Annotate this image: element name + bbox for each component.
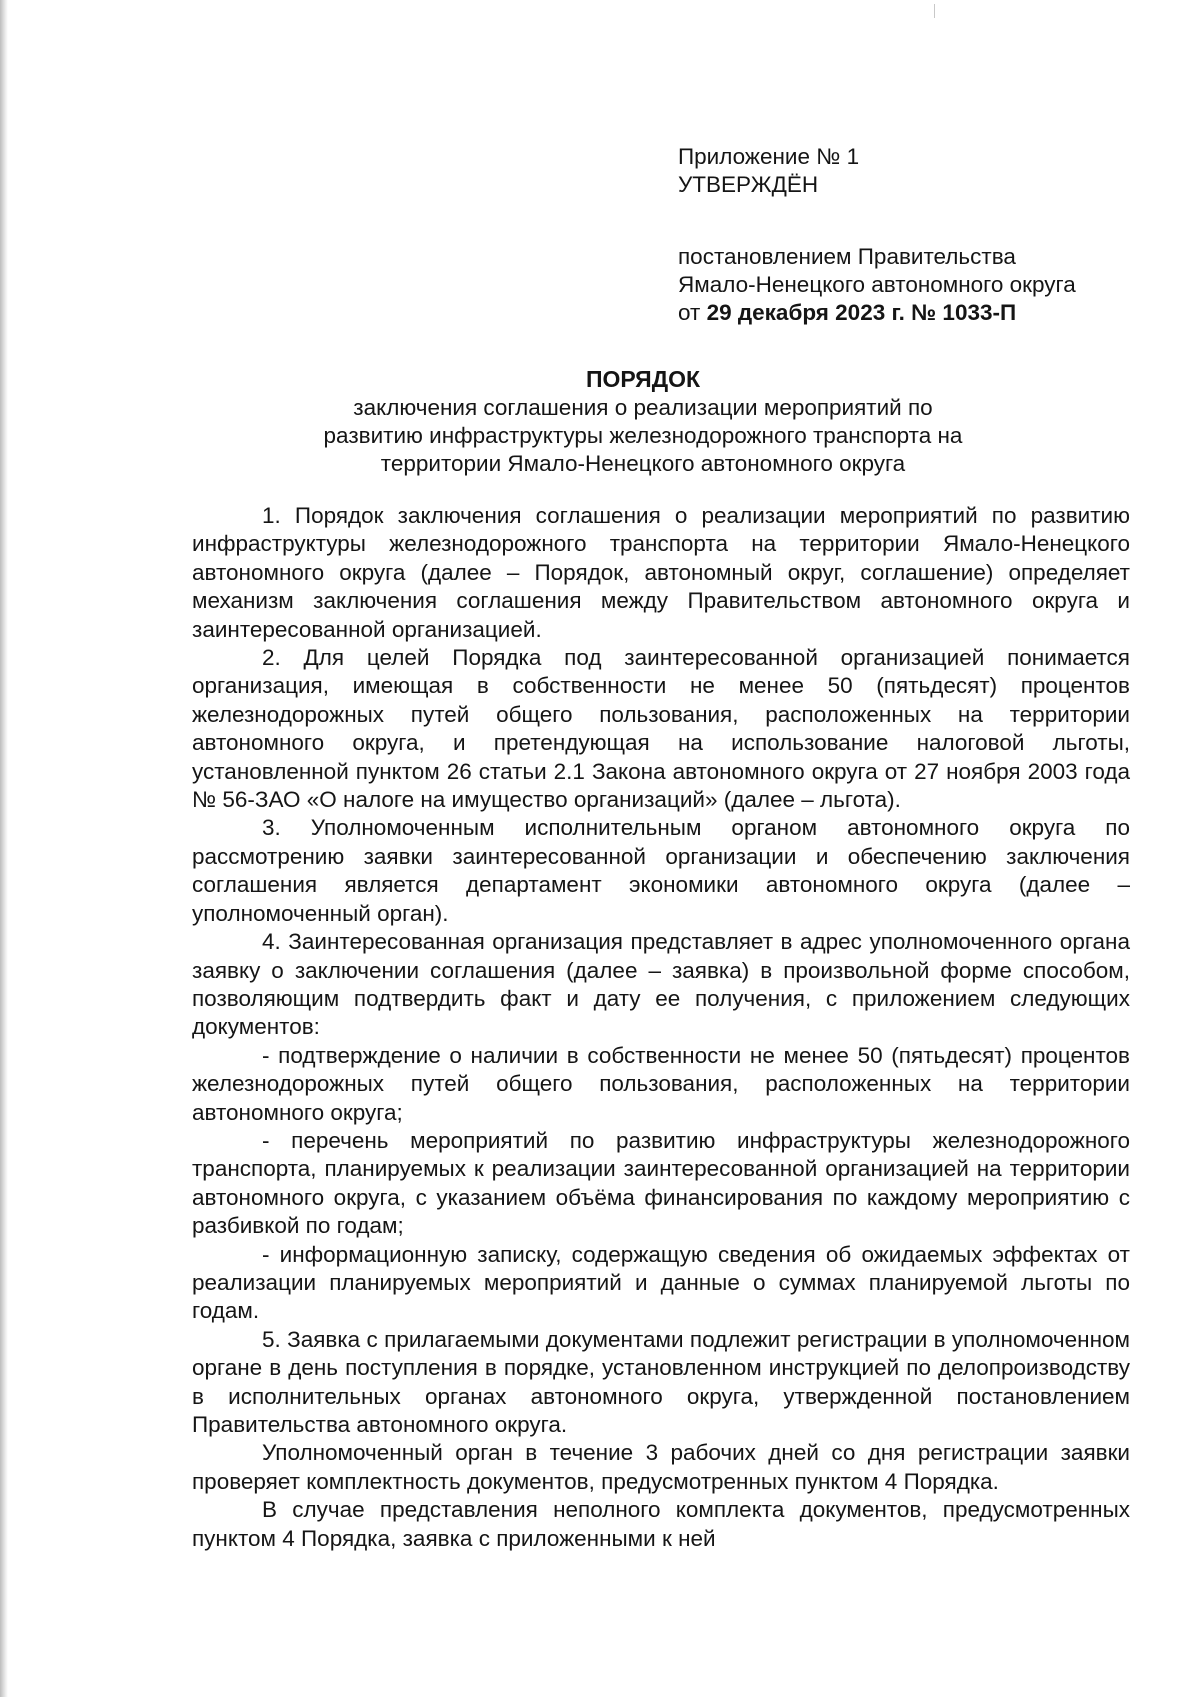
list-item-ownership-proof: - подтверждение о наличии в собственности не менее 50 (пятьдесят) процентов железнодорожных путей общего пользования, расположенных на территории автономного округа; — [192, 1042, 1130, 1125]
appendix-label: Приложение № 1 — [678, 144, 860, 169]
document-subtitle-line-2: развитию инфраструктуры железнодорожного транспорта на — [323, 423, 963, 448]
document-subtitle-line-3: территории Ямало-Ненецкого автономного округа — [380, 451, 906, 476]
list-item-info-note: - информационную записку, содержащую сведения об ожидаемых эффектах от реализации планируемых мероприятий и данные о суммах планируемой льготы по годам. — [192, 1241, 1130, 1324]
document-title-block — [190, 364, 1096, 478]
resolution-date-number: 29 декабря 2023 г. № 1033-П — [706, 300, 1017, 325]
document-subtitle-line-1: заключения соглашения о реализации мероприятий по — [353, 395, 933, 420]
date-prefix: от — [678, 300, 701, 325]
document-body — [192, 502, 1130, 1553]
paragraph-1: 1. Порядок заключения соглашения о реализации мероприятий по развитию инфраструктуры железнодорожного транспорта на территории Ямало-Ненецкого автономного округа (далее – Порядок, автономный округ, соглашение) определяет механизм заключения соглашения между Правительством автономного округа и заинтересованной организацией. — [192, 503, 1130, 642]
paragraph-4: 4. Заинтересованная организация представляет в адрес уполномоченного органа заявку о заключении соглашения (далее – заявка) в произвольной форме способом, позволяющим подтвердить факт и дату ее получения, с приложением следующих документов: — [192, 929, 1130, 1040]
paragraph-2: 2. Для целей Порядка под заинтересованной организацией понимается организация, имеющая в собственности не менее 50 (пятьдесят) процентов железнодорожных путей общего пользования, расположенных на территории автономного округа, и претендующая на использование налоговой льготы, установленной пунктом 26 статьи 2.1 Закона автономного округа от 27 ноября 2003 года № 56-ЗАО «О налоге на имущество организаций» (далее – льгота). — [192, 645, 1130, 813]
document-title: ПОРЯДОК — [585, 366, 701, 392]
paragraph-5-check: Уполномоченный орган в течение 3 рабочих дней со дня регистрации заявки проверяет комплектность документов, предусмотренных пунктом 4 Порядка. — [192, 1440, 1130, 1494]
approved-label: УТВЕРЖДЁН — [678, 172, 819, 197]
approval-gap — [678, 199, 1158, 243]
resolution-date-line — [678, 299, 1158, 327]
paragraph-5: 5. Заявка с прилагаемыми документами подлежит регистрации в уполномоченном органе в день поступления в порядке, установленном инструкцией по делопроизводству в исполнительных органах автономного округа, утвержденной постановлением Правительства автономного округа. — [192, 1326, 1130, 1437]
scan-mark — [934, 4, 935, 18]
paragraph-5-incomplete: В случае представления неполного комплекта документов, предусмотренных пунктом 4 Порядка, заявка с приложенными к ней — [192, 1497, 1130, 1551]
approved-by-line-1: постановлением Правительства — [678, 244, 1016, 269]
approved-by-line-2: Ямало-Ненецкого автономного округа — [678, 272, 1076, 297]
scan-left-edge — [0, 0, 8, 1697]
approval-block — [678, 143, 1158, 327]
paragraph-3: 3. Уполномоченным исполнительным органом автономного округа по рассмотрению заявки заинтересованной организации и обеспечению заключения соглашения является департамент экономики автономного округа (далее – уполномоченный орган). — [192, 815, 1130, 926]
list-item-activities-list: - перечень мероприятий по развитию инфраструктуры железнодорожного транспорта, планируемых к реализации заинтересованной организацией на территории автономного округа, с указанием объёма финансирования по каждому мероприятию с разбивкой по годам; — [192, 1127, 1130, 1239]
